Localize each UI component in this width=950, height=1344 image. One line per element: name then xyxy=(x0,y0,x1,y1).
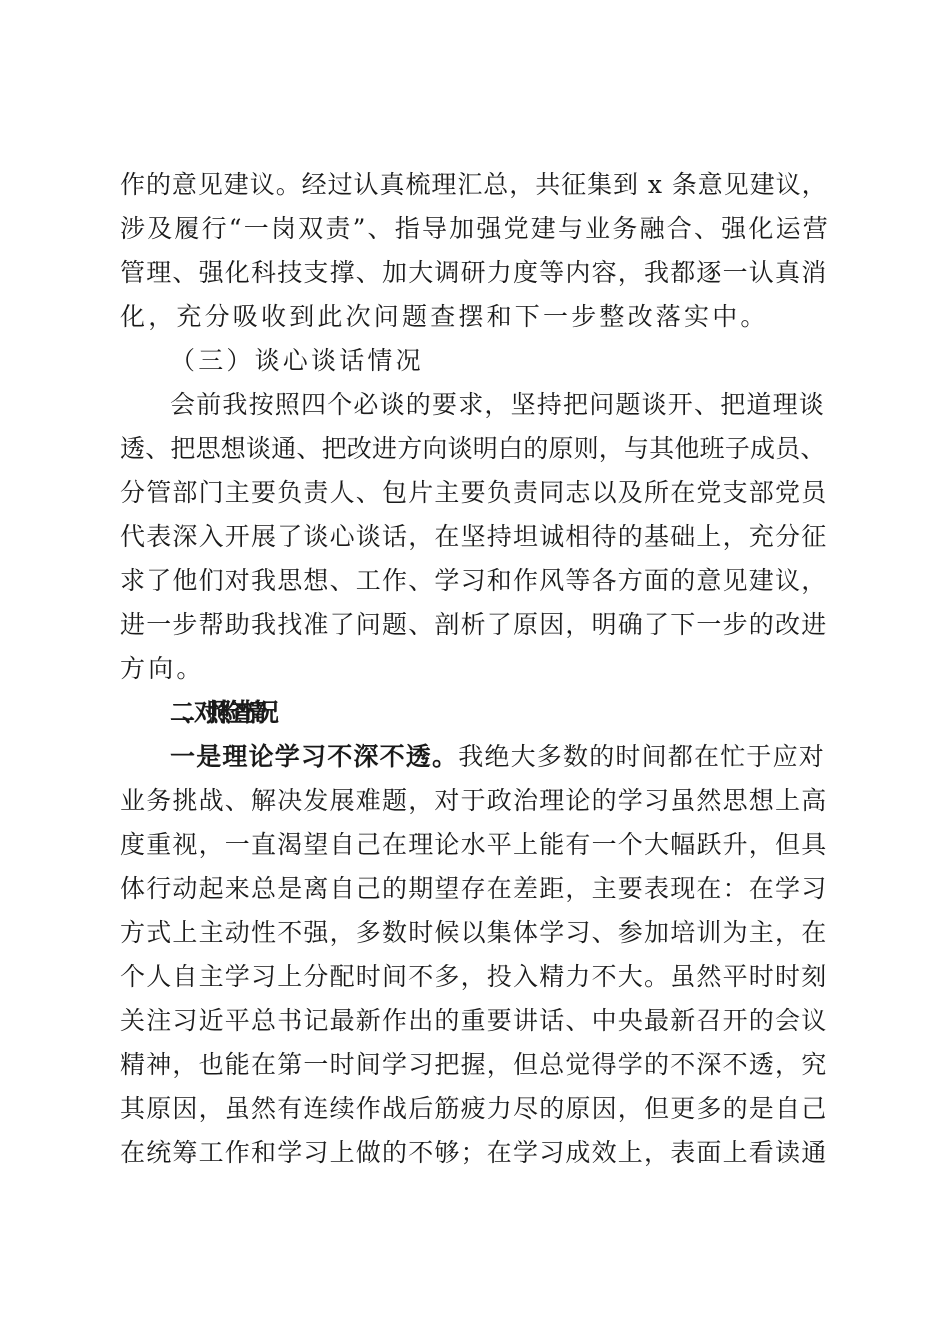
point-1-line-3: 体行动起来总是离自己的期望存在差距，主要表现在：在学习 xyxy=(120,874,828,903)
point-1-first-line xyxy=(170,742,830,772)
point-1-line-9: 在统筹工作和学习上做的不够；在学习成效上，表面上看读通 xyxy=(120,1138,828,1167)
text-line-3: 管理、强化科技支撑、加大调研力度等内容，我都逐一认真消 xyxy=(120,258,828,287)
talk-line-7: 方向。 xyxy=(120,654,205,683)
point-1-line-4: 方式上主动性不强，多数时候以集体学习、参加培训为主，在 xyxy=(120,918,828,947)
point-1-line-2: 度重视，一直渴望自己在理论水平上能有一个大幅跃升，但具 xyxy=(120,830,828,859)
text-line-2: 涉及履行“一岗双责”、指导加强党建与业务融合、强化运营 xyxy=(120,214,830,243)
talk-line-6: 进一步帮助我找准了问题、剖析了原因，明确了下一步的改进 xyxy=(120,610,828,639)
point-1-line-7: 精神，也能在第一时间学习把握，但总觉得学的不深不透，究 xyxy=(120,1050,828,1079)
point-1-line-5: 个人自主学习上分配时间不多，投入精力不大。虽然平时时刻 xyxy=(120,962,828,991)
point-1-line-6: 关注习近平总书记最新作出的重要讲话、中央最新召开的会议 xyxy=(120,1006,828,1035)
point-1-line-1: 业务挑战、解决发展难题，对于政治理论的学习虽然思想上高 xyxy=(120,786,828,815)
talk-line-1: 会前我按照四个必谈的要求，坚持把问题谈开、把道理谈 xyxy=(170,390,826,419)
text-line-4: 化，充分吸收到此次问题查摆和下一步整改落实中。 xyxy=(120,302,769,331)
talk-line-4: 代表深入开展了谈心谈话，在坚持坦诚相待的基础上，充分征 xyxy=(120,522,828,551)
text-line-1: 作的意见建议。经过认真梳理汇总，共征集到 x 条意见建议， xyxy=(120,170,828,199)
section-heading-comparison: 二、对照检查情况 xyxy=(170,698,267,727)
talk-line-2: 透、把思想谈通、把改进方向谈明白的原则，与其他班子成员、 xyxy=(120,434,826,463)
point-1-lead: 一是理论学习不深不透。 xyxy=(170,742,459,771)
point-1-first-text: 我绝大多数的时间都在忙于应对 xyxy=(458,742,826,771)
talk-line-3: 分管部门主要负责人、包片主要负责同志以及所在党支部党员 xyxy=(120,478,828,507)
talk-line-5: 求了他们对我思想、工作、学习和作风等各方面的意见建议， xyxy=(120,566,828,595)
point-1-line-8: 其原因，虽然有连续作战后筋疲力尽的原因，但更多的是自己 xyxy=(120,1094,828,1123)
subheading-talks: （三）谈心谈话情况 xyxy=(170,346,424,375)
